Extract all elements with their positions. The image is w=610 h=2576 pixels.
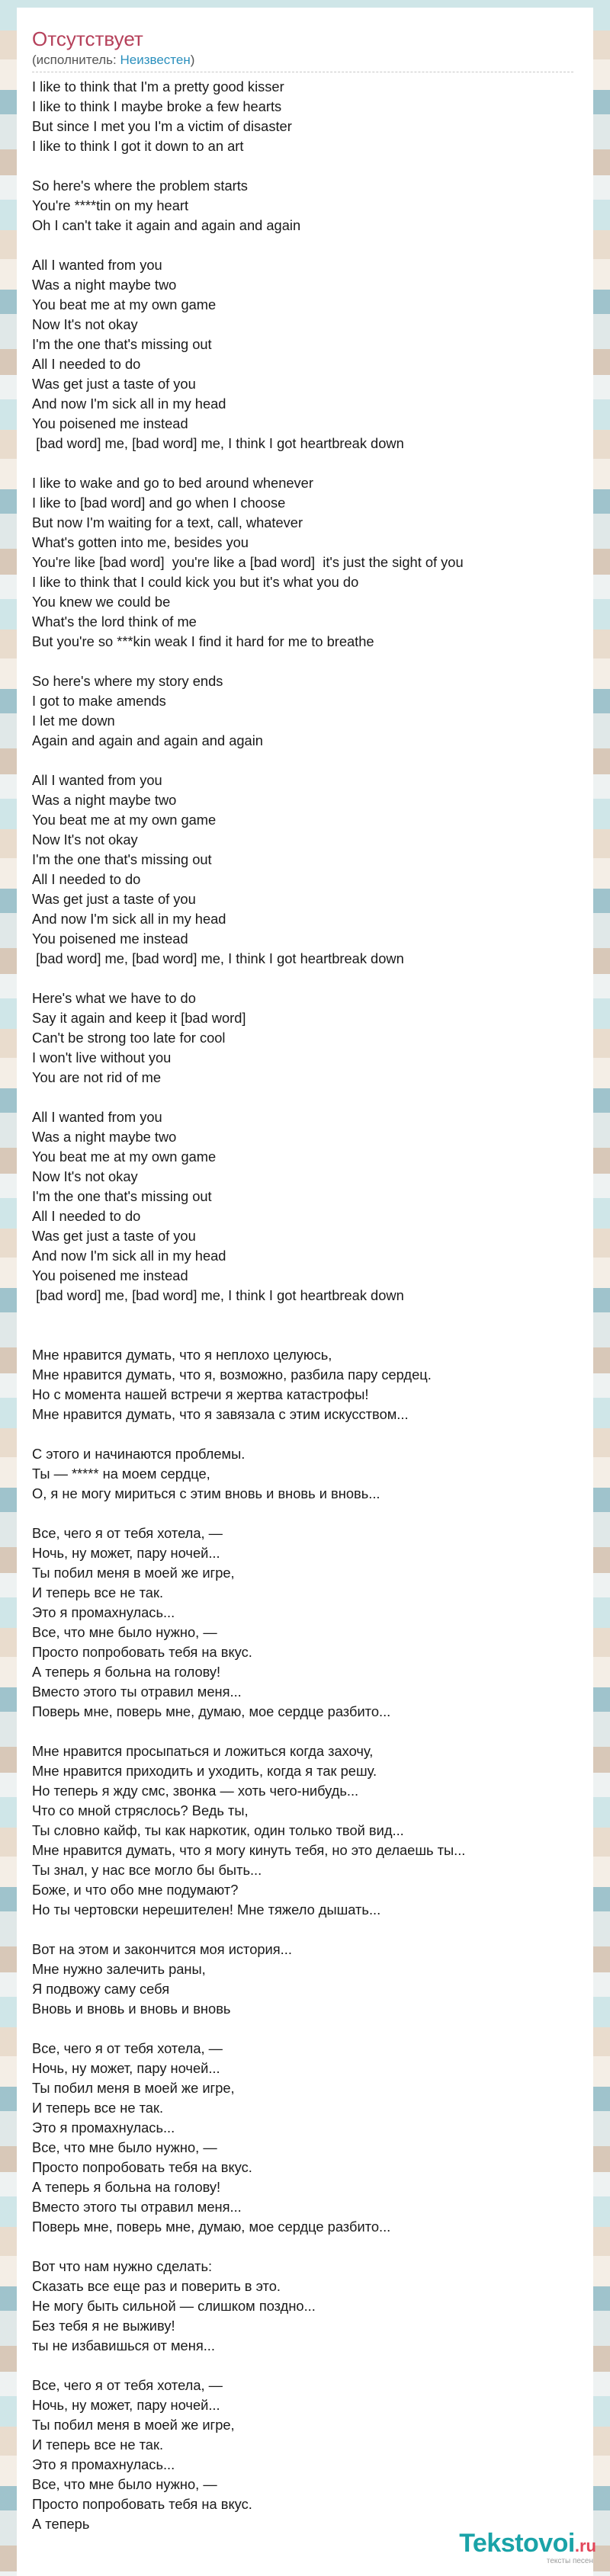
logo-tld: .ru [574, 2536, 596, 2555]
site-logo[interactable] [459, 2530, 596, 2565]
lyrics-card [17, 8, 593, 2576]
logo-wordmark: Tekstovoi [459, 2529, 575, 2558]
artist-prefix: (исполнитель: [32, 53, 120, 67]
lyrics-translation: Мне нравится думать, что я неплохо целуюсь, Мне нравится думать, что я, возможно, разбила пару сердец. Но с момента нашей встречи я жертва катастрофы! Мне нравится думать, что я завязала с этим искусством... С этого и начинаются проблемы. Ты — ***** на моем сердце, О, я не могу мириться с этим вновь и вновь и вновь... Все, чего я от тебя хотела, — Ночь, ну может, пару ночей... Ты побил меня в моей же игре, И теперь все не так. Это я промахнулась... Все, что мне было нужно, — Просто попробовать тебя на вкус. А теперь я больна на голову! Вместо этого ты отравил меня... Поверь мне, поверь мне, думаю, мое сердце разбито... Мне нравится просыпаться и ложиться когда захочу, Мне нравится приходить и уходить, когда я так решу. Но теперь я жду смс, звонка — хоть чего-нибудь... Что со мной стряслось? Ведь ты, Ты словно кайф, ты как наркотик, один только твой вид... Мне нравится думать, что я могу кинуть тебя, но это делаешь ты... Ты знал, у нас все могло бы быть... Боже, и что обо мне подумают? Но ты чертовски нерешителен! Мне тяжело дышать... Вот на этом и закончится моя история... Мне нужно залечить раны, Я подвожу саму себя Вновь и вновь и вновь и вновь Все, чего я от тебя хотела, — Ночь, ну может, пару ночей... Ты побил меня в моей же игре, И теперь все не так. Это я промахнулась... Все, что мне было нужно, — Просто попробовать тебя на вкус. А теперь я больна на голову! Вместо этого ты отравил меня... Поверь мне, поверь мне, думаю, мое сердце разбито... Вот что нам нужно сделать: Сказать все еще раз и поверить в это. Не могу быть сильной — слишком поздно... Без тебя я не выживу! ты не избавишься от меня... Все, чего я от тебя хотела, — Ночь, ну может, пару ночей... Ты побил меня в моей же игре, И теперь все не так. Это я промахнулась... Все, что мне было нужно, — Просто попробовать тебя на вкус. А теперь [32, 1347, 466, 2532]
artist-line [32, 52, 573, 72]
artist-link[interactable]: Неизвестен [120, 53, 191, 67]
song-title: Отсутствует [32, 27, 143, 50]
artist-suffix: ) [190, 53, 195, 67]
logo-tagline: тексты песен [546, 2557, 593, 2565]
lyrics-original: I like to think that I'm a pretty good kisser I like to think I maybe broke a few hearts But since I met you I'm a victim of disaster I like to think I got it down to an art So here's where the problem starts You're ****tin on my heart Oh I can't take it again and again and again All I wanted from you Was a night maybe two You beat me at my own game Now It's not okay I'm the one that's missing out All I needed to do Was get just a taste of you And now I'm sick all in my head You poisened me instead [bad word] me, [bad word] me, I think I got heartbreak down I like to wake and go to bed around whenever I like to [bad word] and go when I choose But now I'm waiting for a text, call, whatever What's gotten into me, besides you You're like [bad word] you're like a [bad word] it's just the sight of you I like to think that I could kick you but it's what you do You knew we could be What's the lord think of me But you're so ***kin weak I find it hard for me to breathe So here's where my story ends I got to make amends I let me down Again and again and again and again All I wanted from you Was a night maybe two You beat me at my own game Now It's not okay I'm the one that's missing out All I needed to do Was get just a taste of you And now I'm sick all in my head You poisened me instead [bad word] me, [bad word] me, I think I got heartbreak down Here's what we have to do Say it again and keep it [bad word] Can't be strong too late for cool I won't live without you You are not rid of me All I wanted from you Was a night maybe two You beat me at my own game Now It's not okay I'm the one that's missing out All I needed to do Was get just a taste of you And now I'm sick all in my head You poisened me instead [bad word] me, [bad word] me, I think I got heartbreak down [32, 78, 464, 1303]
